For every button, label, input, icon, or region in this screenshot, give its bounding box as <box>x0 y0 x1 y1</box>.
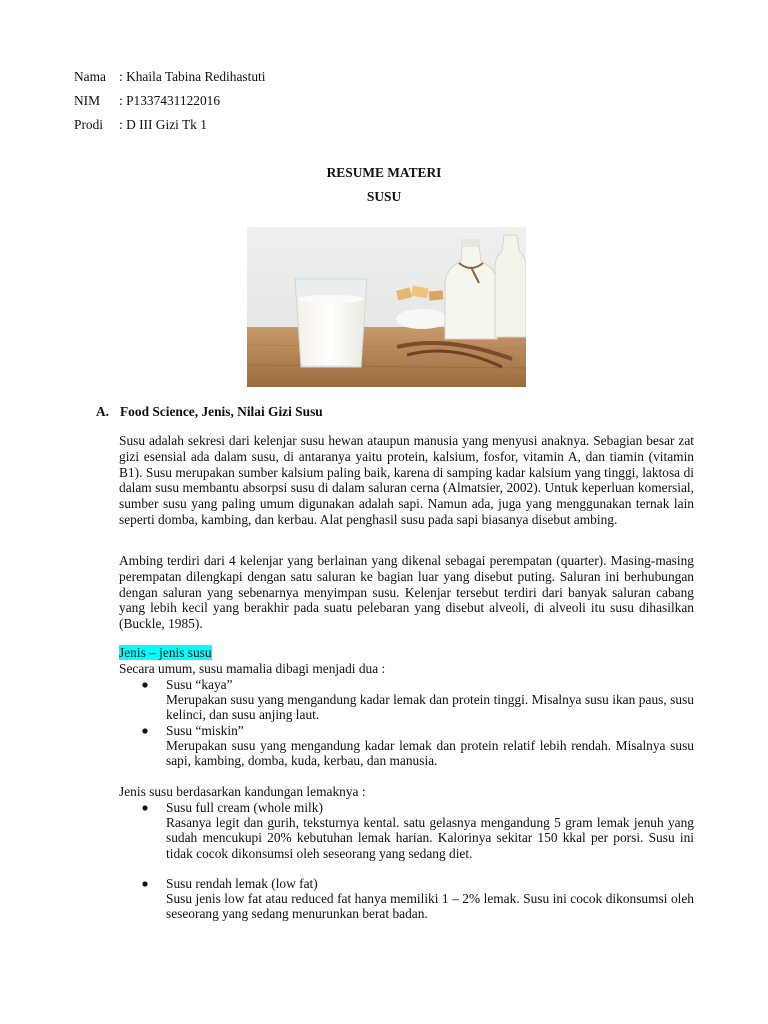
nama-row <box>74 69 265 85</box>
document-subtitle: SUSU <box>366 189 402 204</box>
section-a-letter: A. <box>96 404 110 419</box>
paragraph-ambing: Ambing terdiri dari 4 kelenjar yang berlainan yang dikenal sebagai perempatan (quarter). Masing-masing perempatan dilengkapi dengan satu saluran ke bagian luar yang disebut puting. Saluran ini berhubungan dengan saluran yang sebenarnya menyimpan susu. Kelenjar tersebut terdiri dari banyak saluran cabang yang lebih kecil yang berakhir pada suatu pelebaran yang disebut alveoli, di alveoli itu susu dihasilkan (Buckle, 1985). <box>119 553 694 632</box>
nama-label: Nama <box>74 69 106 84</box>
prodi-row <box>74 117 207 133</box>
bullet-icon <box>141 876 149 884</box>
miskin-title: Susu “miskin” <box>166 723 244 738</box>
section-a-title: Food Science, Jenis, Nilai Gizi Susu <box>120 404 323 419</box>
paragraph-susu-definition: Susu adalah sekresi dari kelenjar susu hewan ataupun manusia yang menyusi anaknya. Sebagian besar zat gizi esensial ada dalam susu, di antaranya yaitu protein, kalsium, fosfor, vitamin A, dan tiamin (vitamin B1). Susu merupakan sumber kalsium paling baik, karena di samping kadar kalsium yang tinggi, laktosa di dalam susu membantu absorpsi susu di dalam saluran cerna (Almatsier, 2002). Untuk keperluan komersial, sumber susu yang paling umum digunakan adalah sapi. Namun ada, juga yang menggunakan ternak lain seperti domba, kambing, dan kerbau. Alat penghasil susu pada sapi biasanya disebut ambing. <box>119 433 694 527</box>
jenis-intro: Secara umum, susu mamalia dibagi menjadi dua : <box>119 661 386 676</box>
jenis-heading <box>119 645 212 660</box>
fullcream-text: Rasanya legit dan gurih, teksturnya kental. satu gelasnya mengandung 5 gram lemak jenuh yang sudah mencukupi 20% kebutuhan lemak harian. Kalorinya sekitar 150 kkal per porsi. Susu ini tidak cocok dikonsumsi oleh seseorang yang sedang diet. <box>166 815 694 861</box>
nim-row <box>74 93 220 109</box>
bullet-icon <box>141 677 149 685</box>
lowfat-text: Susu jenis low fat atau reduced fat hanya memiliki 1 – 2% lemak. Susu ini cocok dikonsumsi oleh seseorang yang sedang menurunkan berat badan. <box>166 891 694 922</box>
lowfat-title: Susu rendah lemak (low fat) <box>166 876 318 891</box>
miskin-text: Merupakan susu yang mengandung kadar lemak dan protein relatif lebih rendah. Misalnya susu sapi, kambing, domba, kuda, kerbau, dan manusia. <box>166 738 694 769</box>
lemak-intro: Jenis susu berdasarkan kandungan lemaknya : <box>119 784 366 799</box>
kaya-text: Merupakan susu yang mengandung kadar lemak dan protein tinggi. Misalnya susu ikan paus, susu kelinci, dan susu anjing laut. <box>166 692 694 723</box>
fullcream-title: Susu full cream (whole milk) <box>166 800 323 815</box>
bullet-icon <box>141 800 149 808</box>
bullet-icon <box>141 723 149 731</box>
nama-value: : Khaila Tabina Redihastuti <box>119 69 266 84</box>
prodi-value: : D III Gizi Tk 1 <box>119 117 207 132</box>
kaya-title: Susu “kaya” <box>166 677 233 692</box>
milk-photo <box>247 227 526 387</box>
prodi-label: Prodi <box>74 117 104 132</box>
nim-value: : P1337431122016 <box>119 93 221 108</box>
section-a-heading <box>96 404 323 420</box>
jenis-heading-text: Jenis – jenis susu <box>119 645 212 660</box>
nim-label: NIM <box>74 93 101 108</box>
document-title: RESUME MATERI <box>326 165 442 180</box>
